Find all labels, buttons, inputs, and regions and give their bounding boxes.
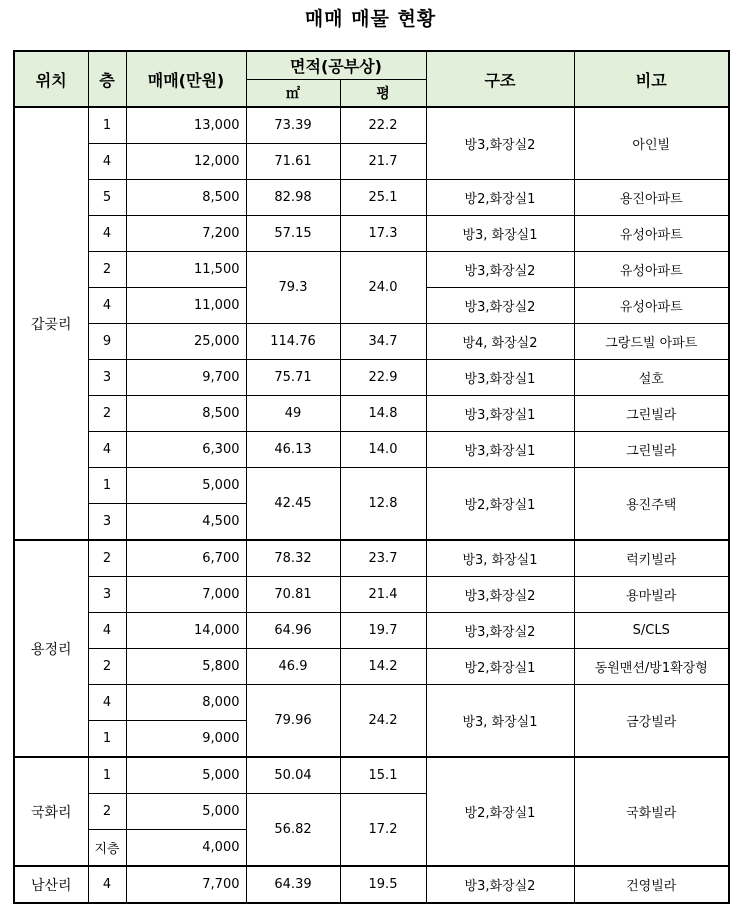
sqm-cell: 71.61: [246, 144, 340, 180]
floor-cell: 2: [88, 794, 126, 830]
price-cell: 11,000: [126, 288, 246, 324]
price-cell: 6,300: [126, 432, 246, 468]
pyeong-cell: 23.7: [340, 540, 426, 577]
price-cell: 5,000: [126, 794, 246, 830]
floor-cell: 2: [88, 396, 126, 432]
sqm-cell: 82.98: [246, 180, 340, 216]
location-cell: 용정리: [14, 540, 88, 757]
sqm-cell: 42.45: [246, 468, 340, 541]
sqm-cell: 64.96: [246, 613, 340, 649]
structure-cell: 방3,화장실2: [426, 107, 574, 180]
floor-cell: 9: [88, 324, 126, 360]
pyeong-cell: 15.1: [340, 757, 426, 794]
price-cell: 5,800: [126, 649, 246, 685]
page-title: 매매 매물 현황: [304, 8, 437, 30]
note-cell: 설호: [574, 360, 729, 396]
sqm-cell: 114.76: [246, 324, 340, 360]
floor-cell: 지층: [88, 830, 126, 867]
price-cell: 14,000: [126, 613, 246, 649]
header-sqm: ㎡: [246, 80, 340, 108]
price-cell: 4,500: [126, 504, 246, 541]
floor-cell: 4: [88, 216, 126, 252]
pyeong-cell: 21.4: [340, 577, 426, 613]
structure-cell: 방2,화장실1: [426, 649, 574, 685]
sqm-cell: 46.13: [246, 432, 340, 468]
structure-cell: 방3,화장실1: [426, 432, 574, 468]
sqm-cell: 46.9: [246, 649, 340, 685]
note-cell: 유성아파트: [574, 252, 729, 288]
pyeong-cell: 14.8: [340, 396, 426, 432]
sqm-cell: 78.32: [246, 540, 340, 577]
note-cell: 동원맨션/방1확장형: [574, 649, 729, 685]
structure-cell: 방3,화장실2: [426, 288, 574, 324]
header-price: 매매(만원): [126, 51, 246, 107]
structure-cell: 방3, 화장실1: [426, 685, 574, 758]
header-location: 위치: [14, 51, 88, 107]
floor-cell: 5: [88, 180, 126, 216]
price-cell: 13,000: [126, 107, 246, 144]
sqm-cell: 75.71: [246, 360, 340, 396]
header-note: 비고: [574, 51, 729, 107]
note-cell: 국화빌라: [574, 757, 729, 866]
floor-cell: 1: [88, 468, 126, 504]
floor-cell: 4: [88, 613, 126, 649]
floor-cell: 4: [88, 866, 126, 903]
pyeong-cell: 14.0: [340, 432, 426, 468]
price-cell: 4,000: [126, 830, 246, 867]
structure-cell: 방3,화장실2: [426, 577, 574, 613]
header-structure: 구조: [426, 51, 574, 107]
sqm-cell: 56.82: [246, 794, 340, 867]
header-floor: 층: [88, 51, 126, 107]
pyeong-cell: 12.8: [340, 468, 426, 541]
note-cell: 유성아파트: [574, 288, 729, 324]
floor-cell: 2: [88, 252, 126, 288]
structure-cell: 방2,화장실1: [426, 468, 574, 541]
note-cell: 그랑드빌 아파트: [574, 324, 729, 360]
price-cell: 11,500: [126, 252, 246, 288]
floor-cell: 2: [88, 649, 126, 685]
sqm-cell: 79.3: [246, 252, 340, 324]
sqm-cell: 57.15: [246, 216, 340, 252]
pyeong-cell: 22.2: [340, 107, 426, 144]
price-cell: 8,000: [126, 685, 246, 721]
structure-cell: 방3,화장실2: [426, 613, 574, 649]
note-cell: 유성아파트: [574, 216, 729, 252]
note-cell: 용진주택: [574, 468, 729, 541]
price-cell: 8,500: [126, 396, 246, 432]
structure-cell: 방4, 화장실2: [426, 324, 574, 360]
structure-cell: 방3,화장실1: [426, 396, 574, 432]
floor-cell: 4: [88, 288, 126, 324]
pyeong-cell: 19.7: [340, 613, 426, 649]
sqm-cell: 70.81: [246, 577, 340, 613]
price-cell: 9,000: [126, 721, 246, 758]
floor-cell: 3: [88, 504, 126, 541]
sqm-cell: 73.39: [246, 107, 340, 144]
structure-cell: 방3, 화장실1: [426, 216, 574, 252]
structure-cell: 방3, 화장실1: [426, 540, 574, 577]
pyeong-cell: 24.2: [340, 685, 426, 758]
header-pyeong: 평: [340, 80, 426, 108]
header-area: 면적(공부상): [246, 51, 426, 80]
location-cell: 국화리: [14, 757, 88, 866]
price-cell: 12,000: [126, 144, 246, 180]
price-cell: 6,700: [126, 540, 246, 577]
pyeong-cell: 22.9: [340, 360, 426, 396]
floor-cell: 2: [88, 540, 126, 577]
note-cell: S/CLS: [574, 613, 729, 649]
note-cell: 용진아파트: [574, 180, 729, 216]
price-cell: 9,700: [126, 360, 246, 396]
pyeong-cell: 17.3: [340, 216, 426, 252]
note-cell: 금강빌라: [574, 685, 729, 758]
note-cell: 그린빌라: [574, 432, 729, 468]
price-cell: 7,000: [126, 577, 246, 613]
price-cell: 7,200: [126, 216, 246, 252]
structure-cell: 방3,화장실1: [426, 360, 574, 396]
price-cell: 5,000: [126, 468, 246, 504]
price-cell: 7,700: [126, 866, 246, 903]
pyeong-cell: 14.2: [340, 649, 426, 685]
price-cell: 25,000: [126, 324, 246, 360]
note-cell: 용마빌라: [574, 577, 729, 613]
floor-cell: 1: [88, 107, 126, 144]
structure-cell: 방2,화장실1: [426, 757, 574, 866]
note-cell: 건영빌라: [574, 866, 729, 903]
price-cell: 5,000: [126, 757, 246, 794]
sqm-cell: 50.04: [246, 757, 340, 794]
listing-table: [13, 50, 730, 904]
sqm-cell: 79.96: [246, 685, 340, 758]
pyeong-cell: 17.2: [340, 794, 426, 867]
structure-cell: 방3,화장실2: [426, 252, 574, 288]
structure-cell: 방3,화장실2: [426, 866, 574, 903]
sqm-cell: 64.39: [246, 866, 340, 903]
pyeong-cell: 24.0: [340, 252, 426, 324]
floor-cell: 1: [88, 721, 126, 758]
floor-cell: 3: [88, 360, 126, 396]
floor-cell: 4: [88, 144, 126, 180]
sqm-cell: 49: [246, 396, 340, 432]
floor-cell: 3: [88, 577, 126, 613]
structure-cell: 방2,화장실1: [426, 180, 574, 216]
pyeong-cell: 34.7: [340, 324, 426, 360]
pyeong-cell: 25.1: [340, 180, 426, 216]
pyeong-cell: 19.5: [340, 866, 426, 903]
note-cell: 그린빌라: [574, 396, 729, 432]
floor-cell: 4: [88, 685, 126, 721]
floor-cell: 4: [88, 432, 126, 468]
note-cell: 럭키빌라: [574, 540, 729, 577]
location-cell: 남산리: [14, 866, 88, 903]
note-cell: 아인빌: [574, 107, 729, 180]
location-cell: 갑곶리: [14, 107, 88, 540]
floor-cell: 1: [88, 757, 126, 794]
price-cell: 8,500: [126, 180, 246, 216]
pyeong-cell: 21.7: [340, 144, 426, 180]
